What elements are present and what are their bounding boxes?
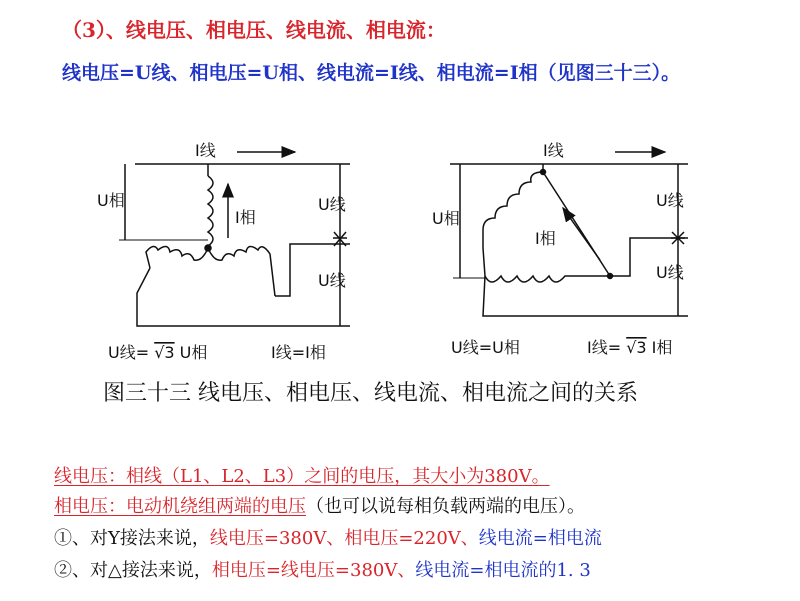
delta-connection-diagram [450, 152, 688, 316]
section-summary: 线电压=U线、相电压=U相、线电流=I线、相电流=I相（见图三十三）。 [62, 62, 681, 84]
star-phase-coil-vertical [208, 176, 213, 248]
delta-note-voltages: 相电压=线电压=380V、 [211, 560, 416, 581]
star-note-currents: 线电流=相电流 [478, 528, 602, 549]
star-voltage-formula: U线= √3 U相 [108, 343, 208, 362]
star-u-line-top-label: U线 [318, 195, 346, 214]
star-note-voltages: 线电压=380V、相电压=220V、 [209, 528, 479, 549]
section-heading: （3）、线电压、相电压、线电流、相电流： [62, 18, 446, 42]
delta-phase-current-arrow [563, 208, 600, 260]
delta-current-formula: I线= √3 I相 [587, 338, 673, 357]
delta-i-phase-label: I相 [535, 229, 556, 248]
star-current-formula: I线=I相 [271, 343, 326, 362]
star-connection-note [54, 524, 602, 550]
delta-i-line-label: I线 [543, 141, 564, 160]
delta-note-currents: 线电流=相电流的1. 3 [415, 560, 591, 581]
delta-phase-coil-bottom [483, 248, 610, 282]
delta-note-prefix: ②、对△接法来说， [54, 560, 212, 581]
delta-connection-note [54, 556, 591, 582]
delta-u-line-bottom-label: U线 [656, 263, 684, 282]
star-phase-coil-left [146, 246, 208, 268]
star-u-phase-label: U相 [97, 191, 125, 210]
star-i-line-label: I线 [195, 141, 216, 160]
delta-phase-edge-right [543, 172, 610, 276]
star-u-line-bottom-label: U线 [318, 271, 346, 290]
phase-voltage-definition [54, 492, 585, 518]
star-note-prefix: ①、对Y接法来说， [54, 528, 210, 549]
delta-bottom-line [483, 276, 688, 316]
star-phase-coil-right [208, 246, 275, 296]
phase-voltage-definition-note: （也可以说每相负载两端的电压）。 [306, 496, 585, 517]
star-i-phase-label: I相 [235, 208, 256, 227]
line-voltage-definition: 线电压：相线（L1、L2、L3）之间的电压，其大小为380V。 [54, 466, 550, 487]
figure-caption: 图三十三 线电压、相电压、线电流、相电流之间的关系 [103, 381, 638, 406]
wiring-diagram [95, 128, 705, 423]
delta-u-line-top-label: U线 [656, 191, 684, 210]
delta-voltage-formula: U线=U相 [451, 338, 520, 357]
phase-voltage-definition-main: 相电压：电动机绕组两端的电压 [54, 496, 306, 517]
delta-u-phase-label: U相 [432, 209, 460, 228]
star-connection-diagram [119, 152, 350, 326]
delta-phase-coil-left [483, 172, 543, 248]
